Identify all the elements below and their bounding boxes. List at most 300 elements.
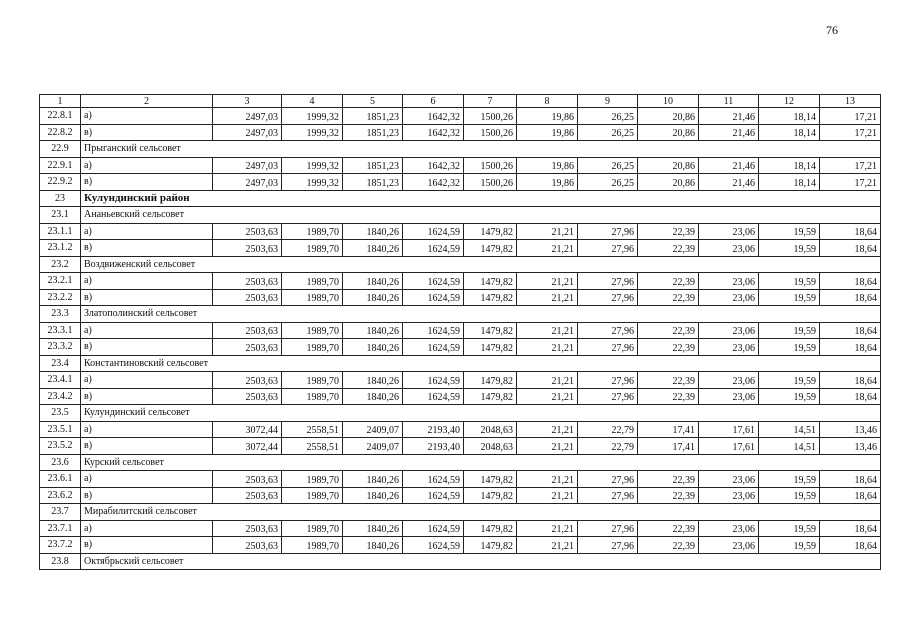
- row-number: 23: [40, 190, 81, 207]
- value-cell: 1840,26: [343, 537, 403, 554]
- page-number: 76: [826, 23, 838, 37]
- value-cell: 18,14: [759, 174, 820, 191]
- value-cell: 19,59: [759, 223, 820, 240]
- row-label: в): [81, 487, 213, 504]
- value-cell: 20,86: [638, 157, 699, 174]
- value-cell: 2048,63: [464, 438, 517, 455]
- section-title: Октябрьский сельсовет: [81, 553, 881, 570]
- section-title: Константиновский сельсовет: [81, 355, 881, 372]
- value-cell: 18,64: [820, 388, 881, 405]
- value-cell: 27,96: [578, 487, 638, 504]
- value-cell: 1479,82: [464, 471, 517, 488]
- value-cell: 1851,23: [343, 108, 403, 125]
- value-cell: 1624,59: [403, 273, 464, 290]
- value-cell: 22,39: [638, 487, 699, 504]
- row-number: 23.3.1: [40, 322, 81, 339]
- value-cell: 18,64: [820, 372, 881, 389]
- value-cell: 1840,26: [343, 372, 403, 389]
- value-cell: 26,25: [578, 124, 638, 141]
- column-number-header: 2: [81, 95, 213, 108]
- section-row: [40, 553, 881, 570]
- value-cell: 1642,32: [403, 108, 464, 125]
- row-number: 23.4: [40, 355, 81, 372]
- value-cell: 21,46: [699, 108, 759, 125]
- value-cell: 1989,70: [282, 339, 343, 356]
- value-cell: 17,21: [820, 124, 881, 141]
- value-cell: 21,21: [517, 537, 578, 554]
- section-row: [40, 355, 881, 372]
- table-body: [40, 108, 881, 570]
- value-cell: 2409,07: [343, 421, 403, 438]
- value-cell: 18,64: [820, 289, 881, 306]
- row-number: 23.6.2: [40, 487, 81, 504]
- value-cell: 22,79: [578, 438, 638, 455]
- value-cell: 22,39: [638, 471, 699, 488]
- value-cell: 1642,32: [403, 157, 464, 174]
- value-cell: 27,96: [578, 240, 638, 257]
- row-label: а): [81, 157, 213, 174]
- row-number: 22.9.2: [40, 174, 81, 191]
- value-cell: 1500,26: [464, 108, 517, 125]
- value-cell: 1840,26: [343, 388, 403, 405]
- value-cell: 2503,63: [213, 471, 282, 488]
- column-number-header: 5: [343, 95, 403, 108]
- column-number-header: 4: [282, 95, 343, 108]
- value-cell: 22,39: [638, 273, 699, 290]
- value-cell: 1624,59: [403, 487, 464, 504]
- value-cell: 3072,44: [213, 421, 282, 438]
- column-number-header: 13: [820, 95, 881, 108]
- row-label: а): [81, 322, 213, 339]
- value-cell: 18,64: [820, 487, 881, 504]
- value-cell: 1989,70: [282, 273, 343, 290]
- row-number: 23.1.1: [40, 223, 81, 240]
- value-cell: 1840,26: [343, 273, 403, 290]
- table-row: [40, 438, 881, 455]
- value-cell: 21,21: [517, 388, 578, 405]
- value-cell: 20,86: [638, 124, 699, 141]
- value-cell: 2409,07: [343, 438, 403, 455]
- value-cell: 2048,63: [464, 421, 517, 438]
- table-row: [40, 273, 881, 290]
- value-cell: 1624,59: [403, 388, 464, 405]
- table-row: [40, 322, 881, 339]
- table-row: [40, 223, 881, 240]
- value-cell: 21,21: [517, 240, 578, 257]
- value-cell: 13,46: [820, 438, 881, 455]
- value-cell: 21,46: [699, 124, 759, 141]
- column-number-header: 7: [464, 95, 517, 108]
- value-cell: 1479,82: [464, 487, 517, 504]
- section-title: Мирабилитский сельсовет: [81, 504, 881, 521]
- value-cell: 1840,26: [343, 339, 403, 356]
- row-label: в): [81, 388, 213, 405]
- table-row: [40, 421, 881, 438]
- tariff-table: [39, 94, 881, 570]
- value-cell: 21,46: [699, 157, 759, 174]
- value-cell: 19,59: [759, 388, 820, 405]
- table-row: [40, 537, 881, 554]
- value-cell: 1624,59: [403, 240, 464, 257]
- row-label: а): [81, 273, 213, 290]
- row-number: 23.5: [40, 405, 81, 422]
- value-cell: 2503,63: [213, 487, 282, 504]
- value-cell: 27,96: [578, 223, 638, 240]
- row-number: 23.8: [40, 553, 81, 570]
- value-cell: 17,41: [638, 438, 699, 455]
- value-cell: 18,64: [820, 240, 881, 257]
- value-cell: 21,46: [699, 174, 759, 191]
- value-cell: 19,59: [759, 339, 820, 356]
- value-cell: 1989,70: [282, 322, 343, 339]
- column-number-header: 12: [759, 95, 820, 108]
- row-number: 23.6.1: [40, 471, 81, 488]
- value-cell: 1989,70: [282, 372, 343, 389]
- value-cell: 27,96: [578, 339, 638, 356]
- value-cell: 19,86: [517, 108, 578, 125]
- value-cell: 22,39: [638, 289, 699, 306]
- value-cell: 1479,82: [464, 537, 517, 554]
- row-label: а): [81, 372, 213, 389]
- value-cell: 27,96: [578, 388, 638, 405]
- value-cell: 2503,63: [213, 289, 282, 306]
- value-cell: 1479,82: [464, 372, 517, 389]
- row-number: 22.8.1: [40, 108, 81, 125]
- value-cell: 21,21: [517, 322, 578, 339]
- value-cell: 21,21: [517, 372, 578, 389]
- row-number: 23.2.2: [40, 289, 81, 306]
- value-cell: 1479,82: [464, 289, 517, 306]
- value-cell: 21,21: [517, 487, 578, 504]
- section-row: [40, 141, 881, 158]
- value-cell: 22,39: [638, 240, 699, 257]
- value-cell: 19,59: [759, 487, 820, 504]
- row-label: а): [81, 223, 213, 240]
- value-cell: 18,64: [820, 537, 881, 554]
- value-cell: 2503,63: [213, 223, 282, 240]
- row-label: а): [81, 421, 213, 438]
- value-cell: 2497,03: [213, 108, 282, 125]
- row-number: 23.2: [40, 256, 81, 273]
- section-row: [40, 405, 881, 422]
- value-cell: 17,21: [820, 157, 881, 174]
- value-cell: 1840,26: [343, 322, 403, 339]
- value-cell: 2193,40: [403, 438, 464, 455]
- value-cell: 14,51: [759, 421, 820, 438]
- value-cell: 22,39: [638, 322, 699, 339]
- value-cell: 27,96: [578, 372, 638, 389]
- value-cell: 21,21: [517, 520, 578, 537]
- value-cell: 1479,82: [464, 273, 517, 290]
- value-cell: 26,25: [578, 157, 638, 174]
- value-cell: 2503,63: [213, 537, 282, 554]
- column-number-header: 3: [213, 95, 282, 108]
- column-number-header: 6: [403, 95, 464, 108]
- value-cell: 19,59: [759, 471, 820, 488]
- value-cell: 18,64: [820, 339, 881, 356]
- value-cell: 20,86: [638, 108, 699, 125]
- value-cell: 2503,63: [213, 339, 282, 356]
- value-cell: 2503,63: [213, 240, 282, 257]
- value-cell: 18,14: [759, 108, 820, 125]
- value-cell: 23,06: [699, 339, 759, 356]
- value-cell: 22,39: [638, 339, 699, 356]
- value-cell: 2497,03: [213, 157, 282, 174]
- value-cell: 23,06: [699, 372, 759, 389]
- value-cell: 2193,40: [403, 421, 464, 438]
- value-cell: 1479,82: [464, 520, 517, 537]
- column-number-header: 10: [638, 95, 699, 108]
- value-cell: 1479,82: [464, 223, 517, 240]
- section-title: Прыганский сельсовет: [81, 141, 881, 158]
- column-number-header: 8: [517, 95, 578, 108]
- value-cell: 1624,59: [403, 537, 464, 554]
- value-cell: 18,64: [820, 520, 881, 537]
- value-cell: 23,06: [699, 487, 759, 504]
- value-cell: 23,06: [699, 520, 759, 537]
- value-cell: 1840,26: [343, 471, 403, 488]
- row-label: а): [81, 471, 213, 488]
- value-cell: 1624,59: [403, 339, 464, 356]
- value-cell: 2503,63: [213, 322, 282, 339]
- section-title: Ананьевский сельсовет: [81, 207, 881, 224]
- value-cell: 19,59: [759, 240, 820, 257]
- value-cell: 23,06: [699, 289, 759, 306]
- value-cell: 1999,32: [282, 108, 343, 125]
- value-cell: 23,06: [699, 388, 759, 405]
- row-label: а): [81, 520, 213, 537]
- section-row: [40, 454, 881, 471]
- value-cell: 1840,26: [343, 240, 403, 257]
- row-label: в): [81, 174, 213, 191]
- value-cell: 18,14: [759, 157, 820, 174]
- value-cell: 27,96: [578, 289, 638, 306]
- value-cell: 18,64: [820, 322, 881, 339]
- value-cell: 21,21: [517, 289, 578, 306]
- section-row: [40, 306, 881, 323]
- row-number: 23.1: [40, 207, 81, 224]
- value-cell: 27,96: [578, 537, 638, 554]
- column-number-header: 11: [699, 95, 759, 108]
- value-cell: 17,21: [820, 174, 881, 191]
- value-cell: 1624,59: [403, 372, 464, 389]
- value-cell: 18,64: [820, 471, 881, 488]
- row-number: 23.3.2: [40, 339, 81, 356]
- table-row: [40, 388, 881, 405]
- value-cell: 23,06: [699, 240, 759, 257]
- value-cell: 19,59: [759, 520, 820, 537]
- value-cell: 1851,23: [343, 174, 403, 191]
- table-row: [40, 487, 881, 504]
- value-cell: 21,21: [517, 339, 578, 356]
- row-number: 22.8.2: [40, 124, 81, 141]
- row-number: 23.7.2: [40, 537, 81, 554]
- section-row: [40, 207, 881, 224]
- section-row: [40, 504, 881, 521]
- row-number: 23.3: [40, 306, 81, 323]
- value-cell: 1851,23: [343, 157, 403, 174]
- value-cell: 1624,59: [403, 223, 464, 240]
- district-row: [40, 190, 881, 207]
- row-label: в): [81, 124, 213, 141]
- value-cell: 17,21: [820, 108, 881, 125]
- value-cell: 23,06: [699, 273, 759, 290]
- value-cell: 27,96: [578, 322, 638, 339]
- row-label: а): [81, 108, 213, 125]
- value-cell: 1642,32: [403, 174, 464, 191]
- row-number: 23.1.2: [40, 240, 81, 257]
- value-cell: 20,86: [638, 174, 699, 191]
- value-cell: 14,51: [759, 438, 820, 455]
- value-cell: 1500,26: [464, 124, 517, 141]
- value-cell: 18,14: [759, 124, 820, 141]
- value-cell: 2503,63: [213, 520, 282, 537]
- value-cell: 1500,26: [464, 174, 517, 191]
- row-number: 23.4.2: [40, 388, 81, 405]
- value-cell: 2558,51: [282, 421, 343, 438]
- table-row: [40, 339, 881, 356]
- value-cell: 2503,63: [213, 273, 282, 290]
- value-cell: 1989,70: [282, 289, 343, 306]
- value-cell: 19,86: [517, 157, 578, 174]
- row-label: в): [81, 289, 213, 306]
- value-cell: 23,06: [699, 223, 759, 240]
- row-number: 23.5.1: [40, 421, 81, 438]
- row-number: 23.2.1: [40, 273, 81, 290]
- row-number: 23.7: [40, 504, 81, 521]
- value-cell: 23,06: [699, 537, 759, 554]
- value-cell: 2503,63: [213, 388, 282, 405]
- value-cell: 1989,70: [282, 223, 343, 240]
- value-cell: 19,59: [759, 273, 820, 290]
- row-number: 22.9.1: [40, 157, 81, 174]
- value-cell: 22,39: [638, 223, 699, 240]
- column-number-header: 9: [578, 95, 638, 108]
- value-cell: 18,64: [820, 223, 881, 240]
- value-cell: 1989,70: [282, 520, 343, 537]
- value-cell: 17,61: [699, 421, 759, 438]
- value-cell: 2497,03: [213, 174, 282, 191]
- value-cell: 2558,51: [282, 438, 343, 455]
- value-cell: 1851,23: [343, 124, 403, 141]
- column-number-header: 1: [40, 95, 81, 108]
- value-cell: 19,59: [759, 537, 820, 554]
- value-cell: 22,39: [638, 372, 699, 389]
- row-label: в): [81, 537, 213, 554]
- value-cell: 2503,63: [213, 372, 282, 389]
- value-cell: 22,39: [638, 520, 699, 537]
- value-cell: 23,06: [699, 471, 759, 488]
- value-cell: 17,41: [638, 421, 699, 438]
- district-title: Кулундинский район: [81, 190, 881, 207]
- row-number: 22.9: [40, 141, 81, 158]
- value-cell: 21,21: [517, 223, 578, 240]
- table-row: [40, 124, 881, 141]
- value-cell: 1624,59: [403, 520, 464, 537]
- table-row: [40, 157, 881, 174]
- value-cell: 19,86: [517, 124, 578, 141]
- value-cell: 1999,32: [282, 157, 343, 174]
- section-title: Златополинский сельсовет: [81, 306, 881, 323]
- value-cell: 1624,59: [403, 289, 464, 306]
- section-title: Курский сельсовет: [81, 454, 881, 471]
- value-cell: 21,21: [517, 471, 578, 488]
- value-cell: 19,59: [759, 289, 820, 306]
- value-cell: 21,21: [517, 438, 578, 455]
- table-row: [40, 289, 881, 306]
- value-cell: 1989,70: [282, 240, 343, 257]
- value-cell: 1624,59: [403, 471, 464, 488]
- value-cell: 21,21: [517, 421, 578, 438]
- value-cell: 1479,82: [464, 322, 517, 339]
- section-title: Кулундинский сельсовет: [81, 405, 881, 422]
- row-number: 23.6: [40, 454, 81, 471]
- value-cell: 19,86: [517, 174, 578, 191]
- value-cell: 1500,26: [464, 157, 517, 174]
- value-cell: 18,64: [820, 273, 881, 290]
- row-number: 23.5.2: [40, 438, 81, 455]
- value-cell: 27,96: [578, 471, 638, 488]
- value-cell: 1989,70: [282, 388, 343, 405]
- value-cell: 19,59: [759, 322, 820, 339]
- value-cell: 1840,26: [343, 520, 403, 537]
- value-cell: 1840,26: [343, 487, 403, 504]
- row-label: в): [81, 240, 213, 257]
- value-cell: 1989,70: [282, 537, 343, 554]
- table-row: [40, 240, 881, 257]
- value-cell: 22,39: [638, 388, 699, 405]
- value-cell: 3072,44: [213, 438, 282, 455]
- section-title: Воздвиженский сельсовет: [81, 256, 881, 273]
- row-label: в): [81, 438, 213, 455]
- table-header: [40, 95, 881, 108]
- row-label: в): [81, 339, 213, 356]
- value-cell: 22,79: [578, 421, 638, 438]
- value-cell: 1840,26: [343, 289, 403, 306]
- value-cell: 17,61: [699, 438, 759, 455]
- value-cell: 1479,82: [464, 388, 517, 405]
- value-cell: 1989,70: [282, 471, 343, 488]
- value-cell: 21,21: [517, 273, 578, 290]
- value-cell: 1999,32: [282, 124, 343, 141]
- value-cell: 2497,03: [213, 124, 282, 141]
- table-row: [40, 372, 881, 389]
- value-cell: 26,25: [578, 108, 638, 125]
- value-cell: 22,39: [638, 537, 699, 554]
- value-cell: 27,96: [578, 520, 638, 537]
- value-cell: 1624,59: [403, 322, 464, 339]
- value-cell: 1840,26: [343, 223, 403, 240]
- value-cell: 1479,82: [464, 339, 517, 356]
- row-number: 23.4.1: [40, 372, 81, 389]
- header-row: [40, 95, 881, 108]
- table-row: [40, 174, 881, 191]
- table-row: [40, 108, 881, 125]
- value-cell: 1642,32: [403, 124, 464, 141]
- table-row: [40, 520, 881, 537]
- value-cell: 23,06: [699, 322, 759, 339]
- section-row: [40, 256, 881, 273]
- value-cell: 1989,70: [282, 487, 343, 504]
- value-cell: 13,46: [820, 421, 881, 438]
- value-cell: 26,25: [578, 174, 638, 191]
- table-row: [40, 471, 881, 488]
- value-cell: 19,59: [759, 372, 820, 389]
- value-cell: 1999,32: [282, 174, 343, 191]
- value-cell: 27,96: [578, 273, 638, 290]
- value-cell: 1479,82: [464, 240, 517, 257]
- row-number: 23.7.1: [40, 520, 81, 537]
